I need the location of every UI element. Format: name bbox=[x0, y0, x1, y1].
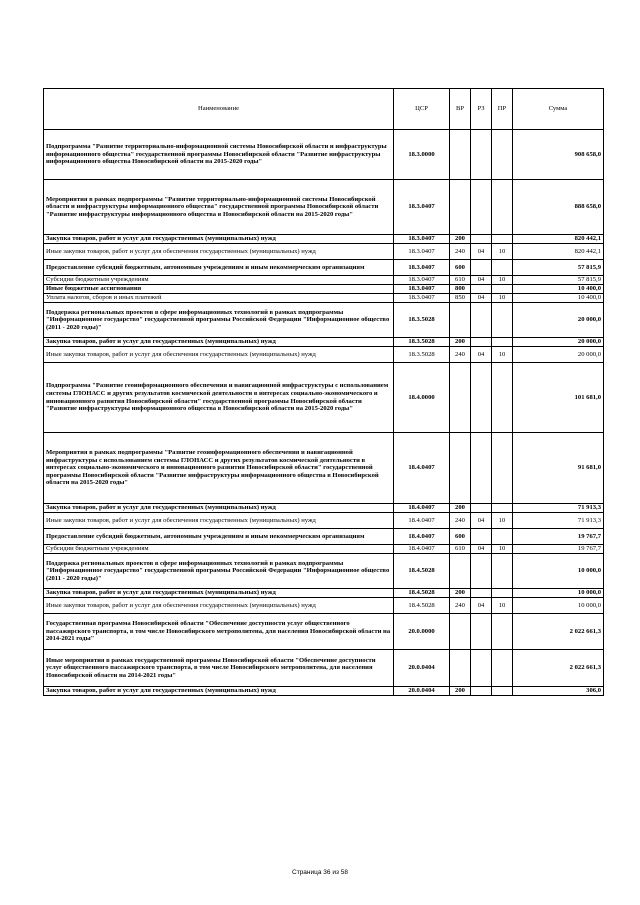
cell-name: Иные закупки товаров, работ и услуг для обеспечения государственных (муниципальных) нужд bbox=[44, 598, 394, 614]
header-csr: ЦСР bbox=[394, 89, 450, 130]
cell-sum: 820 442,1 bbox=[513, 235, 604, 244]
cell-pr bbox=[492, 614, 513, 650]
cell-vr: 850 bbox=[450, 294, 471, 303]
cell-pr bbox=[492, 130, 513, 180]
cell-rz: 04 bbox=[471, 513, 492, 529]
cell-name: Подпрограмма "Развитие территориально-информационной системы Новосибирской области и инфраструктуры информационного общества" государственной программы Новосибирской области "Развитие инфраструктуры информационного общества Новосибирской области на 2015-2020 годы" bbox=[44, 130, 394, 180]
cell-name: Иные закупки товаров, работ и услуг для обеспечения государственных (муниципальных) нужд bbox=[44, 513, 394, 529]
cell-pr bbox=[492, 687, 513, 696]
budget-table bbox=[43, 88, 604, 696]
cell-pr bbox=[492, 235, 513, 244]
cell-rz: 04 bbox=[471, 598, 492, 614]
table-row bbox=[44, 294, 604, 303]
cell-sum: 2 022 661,3 bbox=[513, 650, 604, 687]
table-row bbox=[44, 235, 604, 244]
cell-rz: 04 bbox=[471, 294, 492, 303]
header-vr: ВР bbox=[450, 89, 471, 130]
cell-csr: 18.3.0407 bbox=[394, 294, 450, 303]
cell-rz bbox=[471, 650, 492, 687]
cell-sum: 10 400,0 bbox=[513, 285, 604, 294]
cell-rz bbox=[471, 338, 492, 347]
table-row bbox=[44, 614, 604, 650]
cell-sum: 19 767,7 bbox=[513, 529, 604, 545]
cell-csr: 18.4.5028 bbox=[394, 589, 450, 598]
cell-name: Подпрограмма "Развитие геоинформационного обеспечения и навигационной инфраструктуры с использованием системы ГЛОНАСС и других результатов космической деятельности в интересах социально-экономического и инновационного развития Новосибирской области" государственной программы Новосибирской области "Развитие инфраструктуры информационного общества в Новосибирской области на 2015-2020 годы" bbox=[44, 363, 394, 433]
cell-rz bbox=[471, 363, 492, 433]
cell-name: Поддержка региональных проектов в сфере информационных технологий в рамках подпрограммы "Информационное государство" государственной программы Российской Федерации "Информационное общество (2011 - 2020 годы)" bbox=[44, 554, 394, 589]
cell-pr: 10 bbox=[492, 294, 513, 303]
cell-csr: 20.0.0404 bbox=[394, 687, 450, 696]
cell-sum: 71 913,3 bbox=[513, 513, 604, 529]
table-row bbox=[44, 363, 604, 433]
cell-rz bbox=[471, 260, 492, 276]
cell-rz bbox=[471, 235, 492, 244]
cell-sum: 20 000,0 bbox=[513, 347, 604, 363]
cell-rz bbox=[471, 180, 492, 235]
cell-name: Субсидии бюджетным учреждениям bbox=[44, 545, 394, 554]
cell-pr bbox=[492, 180, 513, 235]
cell-name: Иные бюджетные ассигнования bbox=[44, 285, 394, 294]
cell-rz: 04 bbox=[471, 276, 492, 285]
cell-pr: 10 bbox=[492, 276, 513, 285]
cell-csr: 18.3.0407 bbox=[394, 276, 450, 285]
cell-csr: 18.3.0407 bbox=[394, 180, 450, 235]
table-row bbox=[44, 303, 604, 338]
table-row bbox=[44, 285, 604, 294]
cell-pr: 10 bbox=[492, 244, 513, 260]
cell-csr: 18.3.0407 bbox=[394, 285, 450, 294]
cell-vr: 240 bbox=[450, 513, 471, 529]
cell-pr: 10 bbox=[492, 598, 513, 614]
cell-vr: 200 bbox=[450, 235, 471, 244]
cell-csr: 18.4.0000 bbox=[394, 363, 450, 433]
cell-pr: 10 bbox=[492, 347, 513, 363]
cell-sum: 908 658,0 bbox=[513, 130, 604, 180]
cell-vr bbox=[450, 554, 471, 589]
cell-rz bbox=[471, 130, 492, 180]
cell-sum: 888 658,0 bbox=[513, 180, 604, 235]
cell-pr bbox=[492, 589, 513, 598]
cell-name: Закупка товаров, работ и услуг для государственных (муниципальных) нужд bbox=[44, 338, 394, 347]
cell-sum: 2 022 661,3 bbox=[513, 614, 604, 650]
table-row bbox=[44, 260, 604, 276]
cell-csr: 18.4.5028 bbox=[394, 554, 450, 589]
table-row bbox=[44, 598, 604, 614]
cell-sum: 71 913,3 bbox=[513, 504, 604, 513]
cell-vr bbox=[450, 363, 471, 433]
cell-rz bbox=[471, 554, 492, 589]
table-row bbox=[44, 276, 604, 285]
cell-rz bbox=[471, 614, 492, 650]
cell-pr bbox=[492, 363, 513, 433]
table-row bbox=[44, 589, 604, 598]
cell-vr: 240 bbox=[450, 244, 471, 260]
cell-name: Иные мероприятия в рамках государственной программы Новосибирской области "Обеспечение доступности услуг общественного пассажирского транспорта, в том числе Новосибирского метрополитена, для населения Новосибирской области на 2014-2021 годы" bbox=[44, 650, 394, 687]
cell-rz: 04 bbox=[471, 347, 492, 363]
cell-pr bbox=[492, 338, 513, 347]
cell-csr: 18.4.5028 bbox=[394, 598, 450, 614]
cell-vr: 240 bbox=[450, 598, 471, 614]
cell-pr bbox=[492, 285, 513, 294]
cell-csr: 20.0.0404 bbox=[394, 650, 450, 687]
cell-sum: 57 815,9 bbox=[513, 276, 604, 285]
cell-rz: 04 bbox=[471, 244, 492, 260]
cell-sum: 10 000,0 bbox=[513, 589, 604, 598]
header-rz: РЗ bbox=[471, 89, 492, 130]
cell-name: Мероприятия в рамках подпрограммы "Развитие геоинформационного обеспечения и навигационной инфраструктуры с использованием системы ГЛОНАСС и других результатов космической деятельности в интересах социально-экономического и инновационного развития Новосибирской области" государственной программы Новосибирской области "Развитие инфраструктуры информационного общества в Новосибирской области на 2015-2020 годы" bbox=[44, 433, 394, 504]
table-row bbox=[44, 180, 604, 235]
cell-sum: 91 681,0 bbox=[513, 433, 604, 504]
cell-csr: 18.3.0407 bbox=[394, 235, 450, 244]
cell-sum: 101 681,0 bbox=[513, 363, 604, 433]
cell-rz bbox=[471, 433, 492, 504]
cell-vr bbox=[450, 130, 471, 180]
cell-pr bbox=[492, 650, 513, 687]
cell-vr: 200 bbox=[450, 687, 471, 696]
cell-vr bbox=[450, 614, 471, 650]
cell-name: Предоставление субсидий бюджетным, автономным учреждениям и иным некоммерческим организациям bbox=[44, 529, 394, 545]
cell-rz: 04 bbox=[471, 545, 492, 554]
cell-name: Субсидии бюджетным учреждениям bbox=[44, 276, 394, 285]
cell-rz bbox=[471, 529, 492, 545]
cell-name: Мероприятия в рамках подпрограммы "Развитие территориально-информационной системы Новосибирской области и инфраструктуры информационного общества" государственной программы Новосибирской области "Развитие инфраструктуры информационного общества в Новосибирской области на 2015-2020 годы" bbox=[44, 180, 394, 235]
budget-table-body bbox=[44, 89, 604, 696]
cell-vr: 600 bbox=[450, 260, 471, 276]
cell-name: Поддержка региональных проектов в сфере информационных технологий в рамках подпрограммы "Информационное государство" государственной программы Российской Федерации "Информационное общество (2011 - 2020 годы)" bbox=[44, 303, 394, 338]
cell-pr bbox=[492, 303, 513, 338]
cell-pr bbox=[492, 554, 513, 589]
cell-vr bbox=[450, 303, 471, 338]
cell-sum: 57 815,9 bbox=[513, 260, 604, 276]
cell-pr: 10 bbox=[492, 545, 513, 554]
cell-vr: 200 bbox=[450, 504, 471, 513]
cell-name: Иные закупки товаров, работ и услуг для обеспечения государственных (муниципальных) нужд bbox=[44, 244, 394, 260]
cell-csr: 18.4.0407 bbox=[394, 504, 450, 513]
cell-vr: 610 bbox=[450, 545, 471, 554]
cell-pr bbox=[492, 433, 513, 504]
cell-name: Предоставление субсидий бюджетным, автономным учреждениям и иным некоммерческим организациям bbox=[44, 260, 394, 276]
cell-csr: 18.4.0407 bbox=[394, 513, 450, 529]
cell-name: Государственная программа Новосибирской области "Обеспечение доступности услуг общественного пассажирского транспорта, в том числе Новосибирского метрополитена, для населения Новосибирской области на 2014-2021 годы" bbox=[44, 614, 394, 650]
cell-csr: 18.3.5028 bbox=[394, 347, 450, 363]
cell-sum: 10 000,0 bbox=[513, 554, 604, 589]
cell-csr: 18.3.0407 bbox=[394, 244, 450, 260]
cell-vr: 610 bbox=[450, 276, 471, 285]
cell-rz bbox=[471, 303, 492, 338]
header-name: Наименование bbox=[44, 89, 394, 130]
table-row bbox=[44, 554, 604, 589]
cell-sum: 20 000,0 bbox=[513, 338, 604, 347]
cell-vr bbox=[450, 650, 471, 687]
cell-vr: 800 bbox=[450, 285, 471, 294]
cell-rz bbox=[471, 285, 492, 294]
cell-vr: 600 bbox=[450, 529, 471, 545]
cell-csr: 18.3.5028 bbox=[394, 303, 450, 338]
table-row bbox=[44, 545, 604, 554]
table-row bbox=[44, 338, 604, 347]
table-row bbox=[44, 130, 604, 180]
cell-csr: 18.3.0000 bbox=[394, 130, 450, 180]
cell-name: Иные закупки товаров, работ и услуг для обеспечения государственных (муниципальных) нужд bbox=[44, 347, 394, 363]
table-row bbox=[44, 650, 604, 687]
table-row bbox=[44, 529, 604, 545]
cell-sum: 19 767,7 bbox=[513, 545, 604, 554]
cell-csr: 18.4.0407 bbox=[394, 433, 450, 504]
table-row bbox=[44, 687, 604, 696]
cell-sum: 306,0 bbox=[513, 687, 604, 696]
cell-csr: 18.4.0407 bbox=[394, 529, 450, 545]
cell-name: Закупка товаров, работ и услуг для государственных (муниципальных) нужд bbox=[44, 589, 394, 598]
cell-vr bbox=[450, 180, 471, 235]
table-row bbox=[44, 244, 604, 260]
cell-name: Уплата налогов, сборов и иных платежей bbox=[44, 294, 394, 303]
cell-csr: 18.3.5028 bbox=[394, 338, 450, 347]
cell-pr bbox=[492, 529, 513, 545]
header-sum: Сумма bbox=[513, 89, 604, 130]
cell-csr: 18.4.0407 bbox=[394, 545, 450, 554]
cell-vr: 200 bbox=[450, 338, 471, 347]
cell-sum: 820 442,1 bbox=[513, 244, 604, 260]
table-row bbox=[44, 433, 604, 504]
cell-vr bbox=[450, 433, 471, 504]
cell-sum: 10 000,0 bbox=[513, 598, 604, 614]
cell-vr: 240 bbox=[450, 347, 471, 363]
cell-csr: 18.3.0407 bbox=[394, 260, 450, 276]
table-row bbox=[44, 504, 604, 513]
page-footer: Страница 36 из 58 bbox=[292, 869, 348, 876]
cell-pr bbox=[492, 260, 513, 276]
table-row bbox=[44, 513, 604, 529]
cell-rz bbox=[471, 687, 492, 696]
cell-name: Закупка товаров, работ и услуг для государственных (муниципальных) нужд bbox=[44, 235, 394, 244]
cell-sum: 10 400,0 bbox=[513, 294, 604, 303]
header-pr: ПР bbox=[492, 89, 513, 130]
cell-pr bbox=[492, 504, 513, 513]
cell-vr: 200 bbox=[450, 589, 471, 598]
table-row bbox=[44, 347, 604, 363]
table-header-row bbox=[44, 89, 604, 130]
cell-name: Закупка товаров, работ и услуг для государственных (муниципальных) нужд bbox=[44, 687, 394, 696]
cell-sum: 20 000,0 bbox=[513, 303, 604, 338]
cell-pr: 10 bbox=[492, 513, 513, 529]
cell-rz bbox=[471, 504, 492, 513]
cell-name: Закупка товаров, работ и услуг для государственных (муниципальных) нужд bbox=[44, 504, 394, 513]
cell-rz bbox=[471, 589, 492, 598]
cell-csr: 20.0.0000 bbox=[394, 614, 450, 650]
